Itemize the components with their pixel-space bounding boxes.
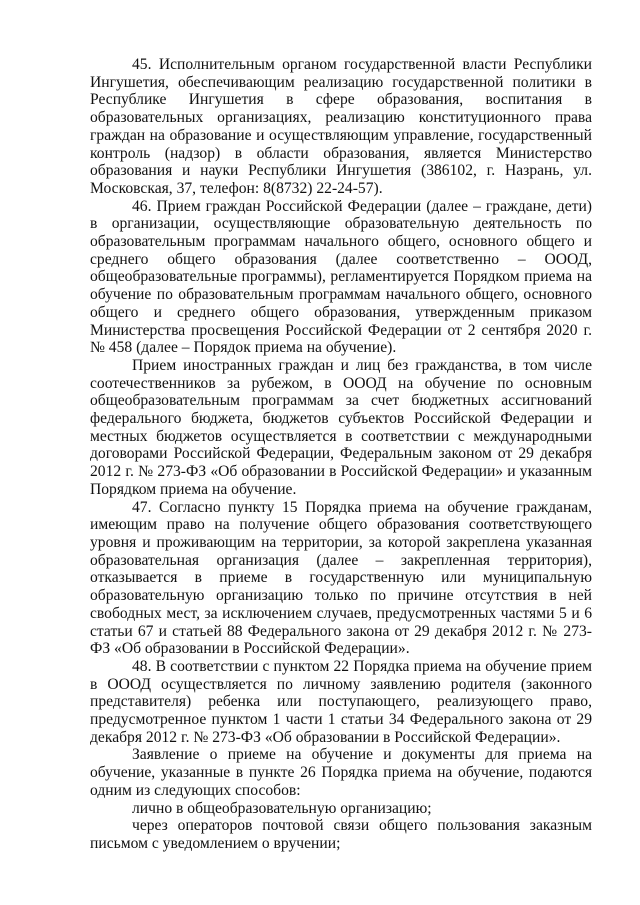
list-item-by-post: через операторов почтовой связи общего пользования заказным письмом с уведомлением о вручении; [90, 817, 592, 852]
paragraph-46-foreign-citizens: Прием иностранных граждан и лиц без гражданства, в том числе соотечественников за рубежом, в ОООД на обучение по основным общеобразовательным программам за счет бюджетных ассигнований федерального бюджета, бюджетов субъектов Российской Федерации и местных бюджетов осуществляется в соответствии с международными договорами Российской Федерации, Федеральным законом от 29 декабря 2012 г. № 273-ФЗ «Об образовании в Российской Федерации» и указанным Порядком приема на обучение. [90, 356, 592, 498]
paragraph-45: 45. Исполнительным органом государственной власти Республики Ингушетия, обеспечивающим реализацию государственной политики в Республике Ингушетия в сфере образования, воспитания в образовательных организациях, реализацию конституционного права граждан на образование и осуществляющим управление, государственный контроль (надзор) в области образования, является Министерство образования и науки Республики Ингушетия (386102, г. Назрань, ул. Московская, 37, телефон: 8(8732) 22-24-57). [90, 56, 592, 197]
paragraph-46: 46. Прием граждан Российской Федерации (далее – граждане, дети) в организации, осуществляющие образовательную деятельность по образовательным программам начального общего, основного общего и среднего общего образования (далее соответственно – ОООД, общеобразовательные программы), регламентируется Порядком приема на обучение по образовательным программам начального общего, основного общего и среднего общего образования, утвержденным приказом Министерства просвещения Российской Федерации от 2 сентября 2020 г. № 458 (далее – Порядок приема на обучение). [90, 197, 592, 357]
paragraph-48: 48. В соответствии с пунктом 22 Порядка приема на обучение прием в ОООД осуществляется по личному заявлению родителя (законного представителя) ребенка или поступающего, реализующего право, предусмотренное пунктом 1 части 1 статьи 34 Федерального закона от 29 декабря 2012 г. № 273-ФЗ «Об образовании в Российской Федерации». [90, 657, 592, 746]
document-body [90, 56, 592, 853]
list-item-in-person: лично в общеобразовательную организацию; [132, 799, 432, 817]
paragraph-47: 47. Согласно пункту 15 Порядка приема на обучение гражданам, имеющим право на получение общего образования соответствующего уровня и проживающим на территории, за которой закреплена указанная образовательная организация (далее – закрепленная территория), отказывается в приеме в государственную или муниципальную образовательную организацию только по причине отсутствия в ней свободных мест, за исключением случаев, предусмотренных частями 5 и 6 статьи 67 и статьей 88 Федерального закона от 29 декабря 2012 г. № 273-ФЗ «Об образовании в Российской Федерации». [90, 498, 592, 658]
paragraph-48-application: Заявление о приеме на обучение и документы для приема на обучение, указанные в пункте 26 Порядка приема на обучение, подаются одним из следующих способов: [90, 746, 592, 799]
